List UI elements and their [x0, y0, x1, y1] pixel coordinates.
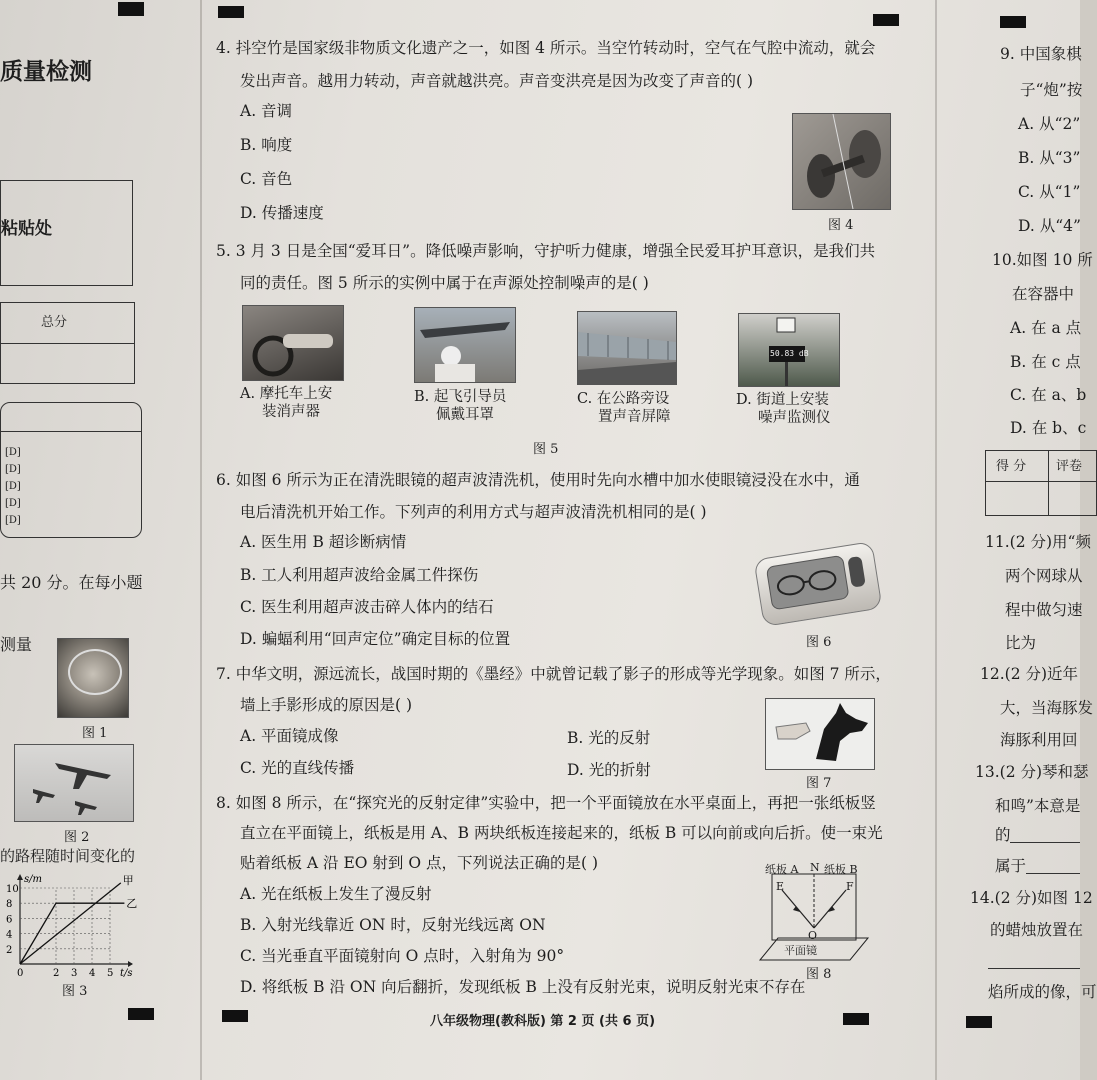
answer-option: [D] [5, 515, 21, 526]
fig8-board-a-label: 纸板 A [765, 863, 799, 876]
registration-mark [218, 6, 244, 18]
answer-card [0, 402, 142, 538]
q4-option-b: B. 响度 [240, 136, 293, 154]
page-fold-left [200, 0, 202, 1080]
fig3-caption: 图 3 [62, 984, 88, 999]
q8-stem-line1: 8. 如图 8 所示，在“探究光的反射定律”实验中，把一个平面镜放在水平桌面上，再把一张纸板竖 [216, 794, 876, 812]
fig1-photo [57, 638, 129, 718]
series-jia-line [20, 883, 121, 964]
exam-title: 质量检测 [0, 59, 92, 85]
q6-option-d: D. 蝙蝠利用“回声定位”确定目标的位置 [240, 630, 511, 648]
fig8-mirror-label: 平面镜 [784, 944, 817, 957]
fig5d-noise-monitor-photo [738, 313, 840, 387]
x-axis-label: t/s [120, 968, 133, 979]
q4-stem-line1: 4. 抖空竹是国家级非物质文化遗产之一，如图 4 所示。当空竹转动时，空气在气腔中流动，就会 [216, 39, 876, 57]
q11-line: 11.(2 分)用“频 [985, 533, 1091, 551]
q12-line: 大，当海豚发 [1000, 699, 1094, 717]
x-axis-arrow [128, 961, 133, 967]
q6-option-a: A. 医生用 B 超诊断病情 [240, 533, 407, 551]
q5-option-d-line1: D. 街道上安装 [736, 392, 829, 408]
fig6-ultrasonic-cleaner-photo [753, 541, 882, 627]
q6-stem-line2: 电后清洗机开始工作。下列声的利用方式与超声波清洗机相同的是( ) [240, 503, 707, 521]
answer-option: [D] [5, 498, 21, 509]
answer-option: [D] [5, 447, 21, 458]
fig8-board-b-label: 纸板 B [824, 863, 858, 876]
score-table [985, 450, 1097, 516]
registration-mark [1000, 16, 1026, 28]
y-axis-label: s/m [24, 874, 42, 885]
fig8-normal-n-label: N [810, 861, 820, 874]
q5-stem-line2: 同的责任。图 5 所示的实例中属于在声源处控制噪声的是( ) [240, 274, 649, 292]
fig5-caption: 图 5 [533, 442, 559, 457]
q12-line: 12.(2 分)近年 [980, 665, 1079, 683]
y-tick-label: 4 [6, 929, 13, 941]
registration-mark [118, 2, 144, 16]
registration-mark [222, 1010, 248, 1022]
q13-line: 13.(2 分)琴和瑟 [975, 763, 1089, 781]
fig6-caption: 图 6 [806, 635, 832, 650]
q11-line: 程中做匀速 [1005, 601, 1083, 619]
answer-option: [D] [5, 481, 21, 492]
q11-line: 两个网球从 [1005, 567, 1083, 585]
q13-line: 和鸣”本意是 [995, 797, 1081, 815]
q8-option-a: A. 光在纸板上发生了漫反射 [240, 885, 432, 903]
x-tick-label: 2 [53, 968, 60, 979]
q5-option-d-line2: 噪声监测仪 [758, 410, 831, 426]
q14-line: 焰所成的像，可 [988, 983, 1097, 1001]
q9-option: B. 从“3” [1018, 149, 1081, 167]
q10-line: 在容器中 [1012, 285, 1075, 303]
score-label: 总分 [41, 315, 68, 330]
q13-blank[interactable] [1010, 842, 1080, 843]
x-tick-label: 3 [71, 968, 78, 979]
fig8-point-e-label: E [776, 880, 785, 893]
fig8-point-f-label: F [846, 880, 854, 893]
q7-option-c: C. 光的直线传播 [240, 759, 355, 777]
q14-line: 14.(2 分)如图 12 [970, 889, 1093, 907]
fig5a-motorcycle-photo [242, 305, 344, 381]
fig4-caption: 图 4 [828, 218, 854, 233]
grader-table-header: 评卷 [1056, 459, 1083, 474]
q9-line: 9. 中国象棋 [1000, 45, 1082, 63]
q4-stem-line2: 发出声音。越用力转动，声音就越洪亮。声音变洪亮是因为改变了声音的( ) [240, 72, 754, 90]
measure-text: 测量 [0, 635, 33, 654]
fig3-description: 的路程随时间变化的 [0, 847, 136, 865]
x-tick-label: 0 [17, 968, 24, 979]
q10-option: C. 在 a、b [1010, 386, 1087, 404]
q8-option-c: C. 当光垂直平面镜射向 O 点时，入射角为 90° [240, 947, 565, 965]
series-jia-label: 甲 [122, 874, 134, 887]
fig1-caption: 图 1 [82, 726, 108, 741]
q5-option-c-line2: 置声音屏障 [598, 409, 671, 425]
q11-line: 比为 [1005, 634, 1037, 652]
q5-option-c-line1: C. 在公路旁设 [577, 391, 670, 407]
q8-option-d: D. 将纸板 B 沿 ON 向后翻折，发现纸板 B 上没有反射光束，说明反射光束不存在 [240, 978, 806, 996]
fig8-caption: 图 8 [806, 967, 832, 982]
airplanes-illustration [15, 745, 133, 821]
page-footer: 八年级物理(教科版) 第 2 页 (共 6 页) [430, 1014, 656, 1029]
q13-line: 的 [995, 826, 1011, 844]
q5-option-a-line2: 装消声器 [262, 404, 320, 420]
q9-option: C. 从“1” [1018, 183, 1081, 201]
q10-option: B. 在 c 点 [1010, 353, 1081, 371]
q9-line: 子“炮”按 [1020, 81, 1083, 99]
q9-option: A. 从“2” [1018, 115, 1081, 133]
fig8-point-o-label: O [808, 929, 818, 942]
q7-stem-line1: 7. 中华文明，源远流长，战国时期的《墨经》中就曾记载了影子的形成等光学现象。如图 7 所示， [216, 665, 891, 683]
fig8-reflection-diagram [758, 860, 870, 980]
q10-option: D. 在 b、c [1010, 419, 1087, 437]
q6-option-c: C. 医生利用超声波击碎人体内的结石 [240, 598, 494, 616]
registration-mark [128, 1008, 154, 1020]
q4-option-c: C. 音色 [240, 170, 293, 188]
q5-option-b-line1: B. 起飞引导员 [414, 389, 507, 405]
q7-option-b: B. 光的反射 [567, 729, 651, 747]
registration-mark [873, 14, 899, 26]
score-box [0, 302, 135, 384]
score-table-header: 得 分 [996, 459, 1027, 474]
fig2-caption: 图 2 [64, 830, 90, 845]
q4-option-d: D. 传播速度 [240, 204, 324, 222]
q13-blank[interactable] [1026, 873, 1080, 874]
q6-stem-line1: 6. 如图 6 所示为正在清洗眼镜的超声波清洗机，使用时先向水槽中加水使眼镜浸没在水中，通 [216, 471, 860, 489]
q7-stem-line2: 墙上手影形成的原因是( ) [240, 696, 413, 714]
paste-area-label: 粘贴处 [1, 219, 52, 239]
q8-stem-line2: 直立在平面镜上，纸板是用 A、B 两块纸板连接起来的，纸板 B 可以向前或向后折。使一束光 [240, 824, 883, 842]
fig3-graph [0, 872, 140, 982]
q9-option: D. 从“4” [1018, 217, 1081, 235]
q4-option-a: A. 音调 [240, 102, 293, 120]
q6-option-b: B. 工人利用超声波给金属工件探伤 [240, 566, 479, 584]
q14-line: 的蜡烛放置在 [990, 921, 1084, 939]
y-axis-arrow [17, 874, 23, 880]
q8-stem-line3: 贴着纸板 A 沿 EO 射到 O 点，下列说法正确的是( ) [240, 854, 599, 872]
q7-option-a: A. 平面镜成像 [240, 727, 339, 745]
fig5c-highway-barrier-photo [577, 311, 677, 385]
q5-option-a-line1: A. 摩托车上安 [240, 386, 333, 402]
y-tick-label: 8 [6, 899, 13, 911]
y-tick-label: 10 [6, 884, 19, 895]
fig7-caption: 图 7 [806, 776, 832, 791]
fig2-photo [14, 744, 134, 822]
q5-stem-line1: 5. 3 月 3 日是全国“爱耳日”。降低噪声影响，守护听力健康，增强全民爱耳护耳意识，是我们共 [216, 242, 876, 260]
q8-option-b: B. 入射光线靠近 ON 时，反射光线远离 ON [240, 916, 546, 934]
fig7-hand-shadow-photo [765, 698, 875, 770]
x-tick-label: 5 [107, 968, 114, 979]
x-tick-label: 4 [89, 968, 96, 979]
registration-mark [843, 1013, 869, 1025]
registration-mark [966, 1016, 992, 1028]
q10-option: A. 在 a 点 [1010, 319, 1082, 337]
fig5b-airport-photo [414, 307, 516, 383]
q12-line: 海豚利用回 [1000, 731, 1078, 749]
y-tick-label: 2 [6, 944, 13, 956]
section-instruction: 共 20 分。在每小题 [0, 573, 143, 592]
q10-line: 10.如图 10 所 [992, 251, 1093, 269]
paste-area [0, 180, 133, 286]
fig4-diabolo-photo [792, 113, 891, 210]
page-fold-right [935, 0, 937, 1080]
q5-option-b-line2: 佩戴耳罩 [436, 407, 494, 423]
series-yi-label: 乙 [126, 897, 138, 911]
answer-option: [D] [5, 464, 21, 475]
q13-line: 属于 [995, 857, 1027, 875]
q14-blank[interactable] [988, 968, 1080, 969]
q7-option-d: D. 光的折射 [567, 761, 651, 779]
y-tick-label: 6 [6, 914, 13, 926]
noise-meter-reading: 50.83 dB [770, 349, 809, 358]
